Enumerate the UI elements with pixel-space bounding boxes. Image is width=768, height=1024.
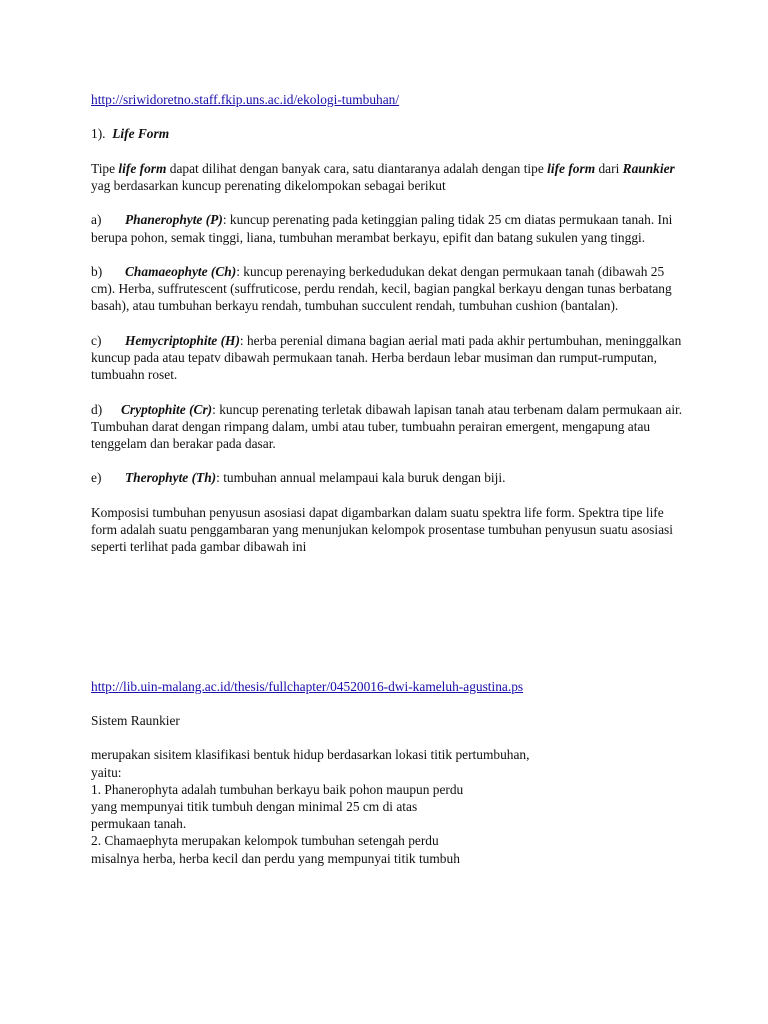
item-letter: a) (91, 212, 102, 228)
item-description: : kuncup perenaying berkedudukan dekat dengan permukaan tanah (dibawah 25 cm). Herba, suffrutescent (suffruticose, perdu rendah, kecil, bagian pangkal berkayu dengan tunas berbatang basah), atau tumbuhan berkayu rendah, tumbuhan succulent rendah, tumbuhan cushion (bantalan). (91, 263, 672, 314)
sistem-line: 1. Phanerophyta adalah tumbuhan berkayu baik pohon maupun perdu (91, 781, 464, 797)
item-name: Phanerophyte (P) (125, 212, 223, 228)
intro-term-raunkier: Raunkier (622, 160, 675, 176)
item-name: Therophyte (Th) (125, 470, 217, 486)
list-item (91, 469, 691, 486)
item-description: : tumbuhan annual melampaui kala buruk dengan biji. (216, 470, 506, 486)
source-link-paragraph (91, 91, 691, 108)
item-letter: d) (91, 401, 103, 417)
sistem-line: misalnya herba, herba kecil dan perdu yang mempunyai titik tumbuh (91, 850, 460, 866)
section-heading (91, 125, 691, 142)
intro-text-1: Tipe (91, 160, 119, 176)
list-item (91, 332, 691, 384)
list-item (91, 401, 691, 453)
item-description: : kuncup perenating pada ketinggian paling tidak 25 cm diatas permukaan tanah. Ini berupa pohon, semak tinggi, liana, tumbuhan merambat berkayu, epifit dan batang sukulen yang tinggi. (91, 212, 673, 245)
source-link-1[interactable]: http://sriwidoretno.staff.fkip.uns.ac.id/ekologi-tumbuhan/ (91, 92, 400, 107)
intro-paragraph (91, 160, 691, 194)
intro-term-life-form-1: life form (118, 160, 167, 176)
section-title: Life Form (112, 126, 170, 142)
list-item (91, 263, 691, 315)
intro-text-3: dari (595, 160, 623, 176)
intro-term-life-form-2: life form (547, 160, 596, 176)
sistem-line: yaitu: (91, 764, 122, 780)
sistem-line: permukaan tanah. (91, 816, 187, 832)
komposisi-paragraph: Komposisi tumbuhan penyusun asosiasi dapat digambarkan dalam suatu spektra life form. Spektra tipe life form adalah suatu penggambaran yang menunjukan kelompok prosentase tumbuhan penyusun suatu asosiasi seperti terlihat pada gambar dibawah ini (91, 504, 673, 555)
item-name: Hemycriptophite (H) (125, 332, 240, 348)
item-name: Cryptophite (Cr) (121, 401, 213, 417)
item-letter: b) (91, 263, 103, 279)
sistem-line: yang mempunyai titik tumbuh dengan minimal 25 cm di atas (91, 798, 418, 814)
item-description: : kuncup perenating terletak dibawah lapisan tanah atau terbenam dalam permukaan air. Tumbuhan darat dengan rimpang dalam, umbi atau tuber, tumbuahn perairan emergent, mengapung atau tenggelam dan berakar pada dasar. (91, 401, 683, 451)
sistem-title: Sistem Raunkier (91, 712, 180, 728)
section-number: 1). (91, 126, 106, 142)
document-page (91, 91, 691, 867)
item-description: : herba perenial dimana bagian aerial mati pada akhir pertumbuhan, meninggalkan kuncup pada atau tepatv dibawah permukaan tanah. Herba berdaun lebar musiman dan rumput-rumputan, tumbuahn roset. (91, 332, 682, 383)
list-item (91, 211, 691, 245)
intro-text-4: yag berdasarkan kuncup perenating dikelompokan sebagai berikut (91, 177, 446, 193)
item-letter: c) (91, 332, 102, 348)
sistem-line: 2. Chamaephyta merupakan kelompok tumbuhan setengah perdu (91, 833, 439, 849)
sistem-body (91, 746, 691, 866)
sistem-line: merupakan sisitem klasifikasi bentuk hidup berdasarkan lokasi titik pertumbuhan, (91, 747, 530, 763)
intro-text-2: dapat dilihat dengan banyak cara, satu diantaranya adalah dengan tipe (166, 160, 548, 176)
blank-space (91, 573, 691, 678)
source-link-2[interactable]: http://lib.uin-malang.ac.id/thesis/fullchapter/04520016-dwi-kameluh-agustina.ps (91, 678, 524, 694)
source-link-paragraph-2 (91, 678, 691, 695)
item-name: Chamaeophyte (Ch) (125, 263, 237, 279)
item-letter: e) (91, 470, 102, 486)
